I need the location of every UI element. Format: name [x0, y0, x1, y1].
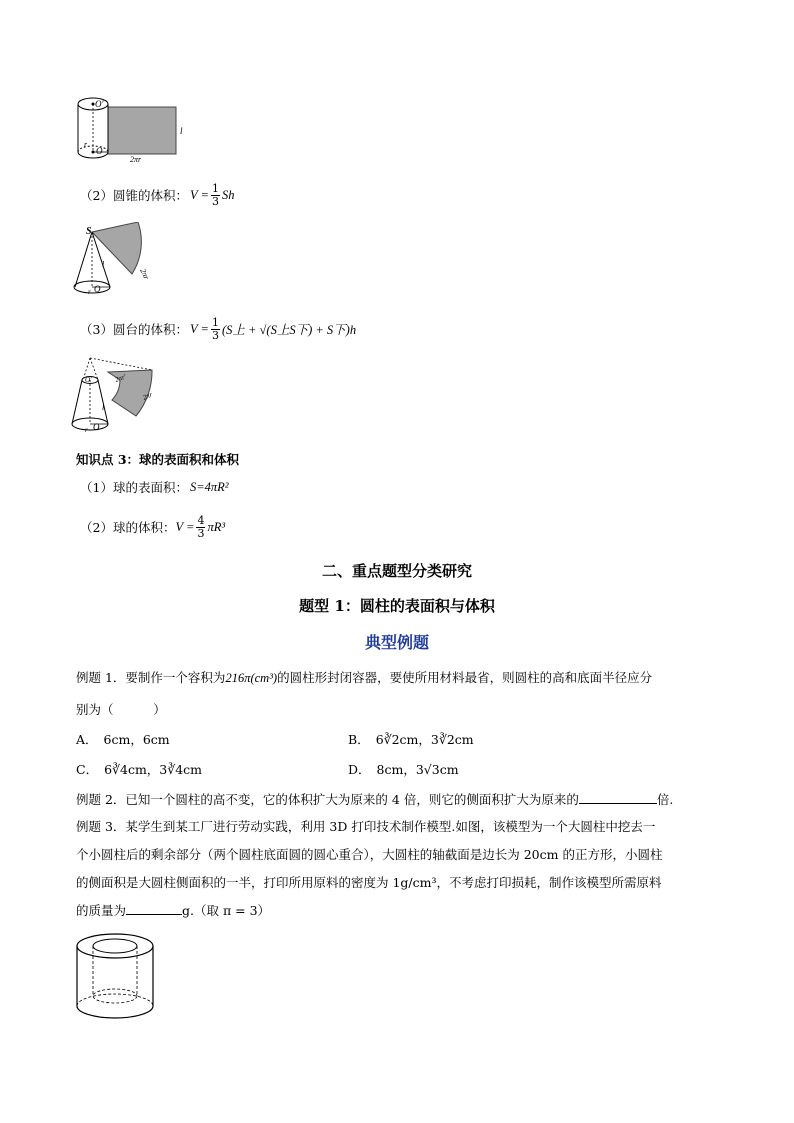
frustum-volume-label: （3）圆台的体积：	[80, 322, 188, 337]
cone-volume-fraction	[211, 183, 220, 208]
option-c-text: 6∛4cm，3∛4cm	[104, 762, 203, 777]
frustum-bottom-label: O	[93, 422, 100, 432]
sphere-volume-fraction	[196, 515, 205, 540]
example1-line1	[76, 668, 736, 686]
option-b-label: B．	[348, 732, 370, 747]
option-a-label: A．	[76, 732, 98, 747]
example2-line	[76, 790, 673, 808]
cone-volume-line	[80, 182, 234, 208]
section-heading: 二、重点题型分类研究	[321, 562, 472, 580]
type-title: 题型 1：圆柱的表面积与体积	[299, 597, 495, 615]
example1-volume-math: 216π(cm³)	[225, 671, 278, 685]
frustum-volume-denominator: 3	[211, 328, 219, 342]
frustum-radius-label: r	[85, 426, 88, 434]
cone-volume-label: （2）圆锥的体积：	[80, 188, 188, 203]
example1-line1-a: 例题 1．要制作一个容积为	[76, 670, 226, 685]
option-c-label: C．	[76, 762, 99, 777]
knowledge3-title: 知识点 3：球的表面积和体积	[76, 452, 240, 467]
cone-apex-label: S	[86, 226, 92, 237]
frustum-volume-lhs: V =	[189, 321, 209, 336]
sphere-volume-numerator: 4	[197, 513, 205, 527]
frustum-volume-fraction	[211, 317, 220, 342]
option-d	[348, 760, 459, 778]
example2-answer-blank[interactable]	[579, 791, 657, 804]
sphere-volume-label: （2）球的体积：	[80, 520, 176, 535]
frustum-upper-arc-label: 2πr′	[113, 372, 128, 384]
cone-radius-label: r	[88, 288, 91, 296]
frustum-volume-numerator: 1	[211, 315, 219, 329]
frustum-unfold-figure	[68, 354, 168, 440]
example1-line1-b: 的圆柱形封闭容器，要使所用材料最省，则圆柱的高和底面半径应分	[277, 670, 653, 685]
frustum-lower-arc-label: 2πr	[141, 390, 154, 402]
cone-volume-numerator: 1	[211, 181, 219, 195]
example3-answer-blank[interactable]	[126, 902, 182, 915]
example3-line4-b: g.（取 π = 3）	[182, 903, 271, 918]
example3-line4	[76, 901, 270, 919]
sphere-volume-denominator: 3	[197, 526, 205, 540]
cone-arc-label: 2πr	[138, 267, 152, 281]
example2-text: 例题 2．已知一个圆柱的高不变，它的体积扩大为原来的 4 倍，则它的侧面积扩大为原来的	[76, 792, 579, 807]
hollow-cylinder-figure	[68, 928, 162, 1024]
example-heading: 典型例题	[364, 633, 429, 652]
cone-unfold-figure	[70, 222, 160, 300]
cylinder-bottom-label: O	[96, 146, 103, 156]
cylinder-height-label: l	[180, 126, 183, 136]
sphere-surface-line	[80, 478, 229, 496]
cylinder-width-label: 2πr	[130, 155, 142, 164]
option-a	[76, 730, 170, 748]
option-d-text: 8cm，3√3cm	[376, 762, 459, 777]
example3-line2: 个小圆柱后的剩余部分（两个圆柱底面圆的圆心重合），大圆柱的轴截面是边长为 20cm 的正方形，小圆柱	[76, 847, 663, 862]
cylinder-top-label: O′	[95, 99, 104, 109]
sphere-surface-label: （1）球的表面积：	[80, 480, 188, 495]
option-d-label: D．	[348, 762, 371, 777]
frustum-slant-label: l	[102, 403, 105, 412]
example2-suffix: 倍.	[656, 792, 674, 807]
example3-line1: 例题 3．某学生到某工厂进行劳动实践，利用 3D 打印技术制作模型.如图，该模型为一个大圆柱中挖去一	[76, 819, 656, 834]
cone-slant-label: l	[102, 260, 105, 269]
example1-line2: 别为（ ）	[76, 702, 166, 717]
frustum-top-label: O′	[85, 376, 92, 384]
cylinder-radius-label: r	[84, 140, 88, 149]
option-b	[348, 730, 474, 748]
sphere-volume-lhs: V =	[175, 519, 195, 534]
sphere-volume-rhs: πR³	[207, 519, 226, 534]
sphere-surface-formula: S=4πR²	[189, 479, 229, 494]
cone-volume-rhs: Sh	[221, 187, 235, 202]
option-c	[76, 760, 202, 778]
example3-line3: 的侧面积是大圆柱侧面积的一半，打印所用原料的密度为 1g/cm³，不考虑打印损耗，制作该模型所需原料	[76, 875, 662, 890]
option-a-text: 6cm，6cm	[103, 732, 170, 747]
cone-volume-denominator: 3	[211, 194, 219, 208]
option-b-text: 6∛2cm，3∛2cm	[375, 732, 474, 747]
cone-base-label: O	[94, 284, 101, 294]
cylinder-unfold-figure	[70, 92, 190, 164]
example3-line4-a: 的质量为	[76, 903, 127, 918]
frustum-volume-line	[80, 314, 356, 344]
cone-volume-lhs: V =	[189, 187, 209, 202]
frustum-volume-rhs: (S上 + √(S上S下) + S下)h	[221, 323, 357, 337]
sphere-volume-line	[80, 512, 225, 542]
